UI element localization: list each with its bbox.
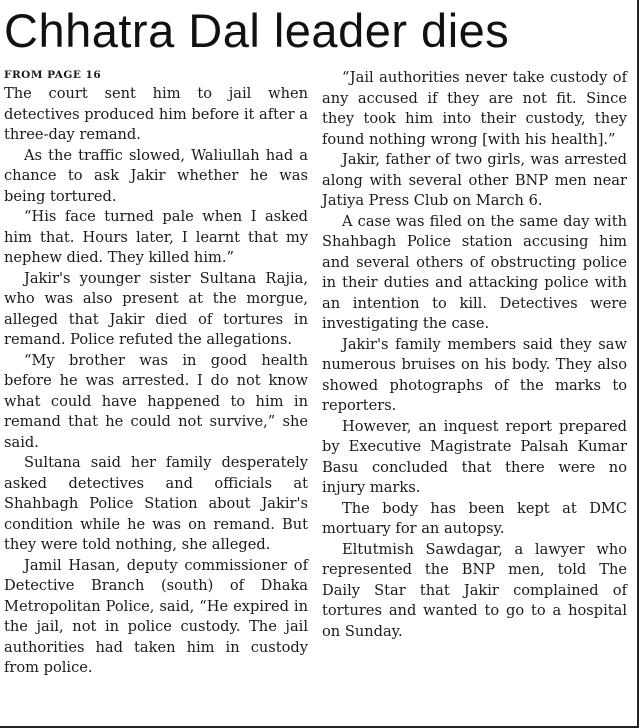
paragraph: The court sent him to jail when detectives produced him before it after a three-day remand. <box>4 85 308 143</box>
paragraph: A case was filed on the same day with Shahbagh Police station accusing him and several others of obstructing police in their duties and attacking police with an intention to kill. Detectives were investigating the case. <box>322 212 627 332</box>
paragraph: “His face turned pale when I asked him that. Hours later, I learnt that my nephew died. They killed him.” <box>4 208 308 266</box>
paragraph: “Jail authorities never take custody of any accused if they are not fit. Since they took him into their custody, they found nothing wrong [with his health].” <box>322 69 627 148</box>
paragraph: However, an inquest report prepared by Executive Magistrate Palsah Kumar Basu concluded that there were no injury marks. <box>322 417 627 496</box>
paragraph: “My brother was in good health before he was arrested. I do not know what could have happened to him in remand that he could not survive,” she said. <box>4 351 308 451</box>
paragraph: Jakir's family members said they saw numerous bruises on his body. They also showed photographs of the marks to reporters. <box>322 335 627 414</box>
paragraph: Jakir, father of two girls, was arrested along with several other BNP men near Jatiya Press Club on March 6. <box>322 151 627 209</box>
article-column-left <box>4 68 308 679</box>
paragraph: The body has been kept at DMC mortuary for an autopsy. <box>322 499 627 537</box>
article-column-right <box>322 68 627 642</box>
paragraph: Eltutmish Sawdagar, a lawyer who represented the BNP men, told The Daily Star that Jakir complained of tortures and wanted to go to a hospital on Sunday. <box>322 540 627 640</box>
paragraph: Jakir's younger sister Sultana Rajia, who was also present at the morgue, alleged that Jakir died of tortures in remand. Police refuted the allegations. <box>4 269 308 348</box>
paragraph: Sultana said her family desperately asked detectives and officials at Shahbagh Police Station about Jakir's condition while he was on remand. But they were told nothing, she alleged. <box>4 454 308 553</box>
continuation-kicker: FROM PAGE 16 <box>4 69 102 81</box>
paragraph: As the traffic slowed, Waliullah had a chance to ask Jakir whether he was being tortured. <box>4 146 308 205</box>
paragraph: Jamil Hasan, deputy commissioner of Detective Branch (south) of Dhaka Metropolitan Police, said, “He expired in the jail, not in police custody. The jail authorities had taken him in custody from police. <box>4 556 308 676</box>
headline: Chhatra Dal leader dies <box>4 4 510 57</box>
